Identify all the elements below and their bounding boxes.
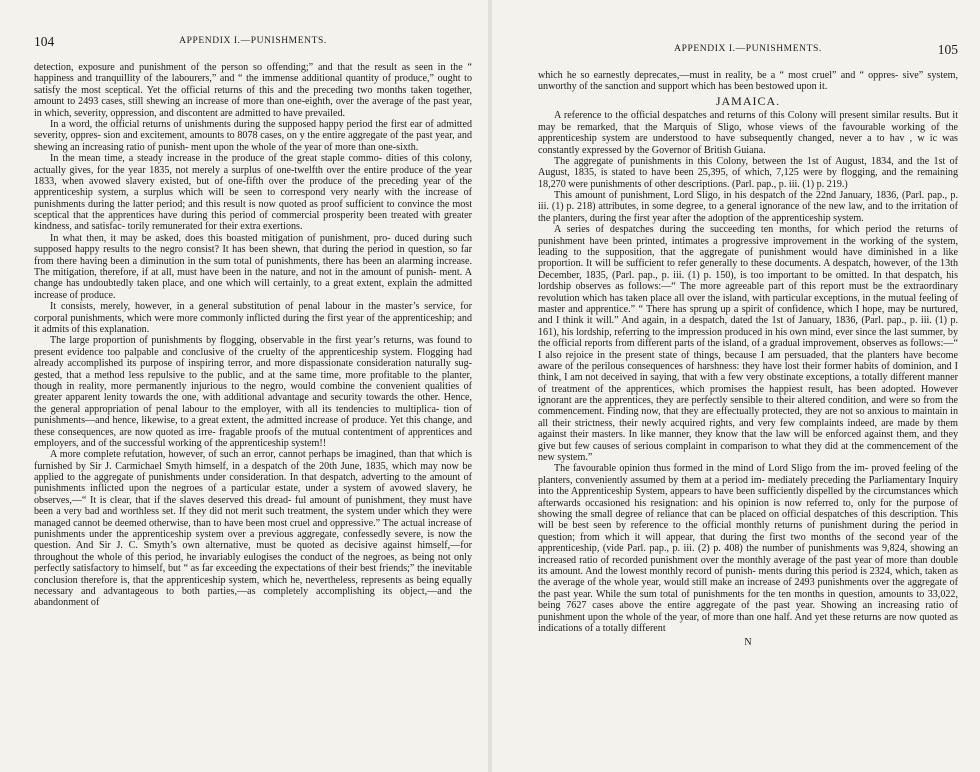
right-page-header — [538, 44, 958, 64]
right-running-head: APPENDIX I.—PUNISHMENTS. — [674, 44, 822, 54]
paragraph: The aggregate of punishments in this Colony, between the 1st of August, 1834, and the 1st of August, 1835, is stated to have been 25,395, of which, 7,125 were by flogging, and the remaining 18,270 were punishments of other descriptions. (Parl. pap., p. iii. (1) p. 219.) — [538, 155, 958, 190]
paragraph: detection, exposure and punishment of the person so offending;” and that the result as seen in the “ happiness and tranquillity of the labourers,” and “ the immense additional quantity of produce,” ought to satisfy the most sceptical. Yet the official returns of this and the preceding two months taken together, amount to 2493 cases, still shewing an increase of more than one-eighth, over the average of the past year, in which, severity, oppression, and discontent are admitted to have prevailed. — [34, 62, 472, 119]
paragraph: In a word, the official returns of unishments during the supposed happy period the first ear of admitted severity, oppres- sion and excitement, amounts to 8078 cases, on y the entire aggregate of the past year, and shewing an increasing ratio of punish- ment upon the whole of the year of more than one-sixth. — [34, 118, 472, 153]
paragraph: A more complete refutation, however, of such an error, cannot perhaps be imagined, than that which is furnished by Sir J. Carmichael Smyth himself, in a despatch of the 20th June, 1835, which may now be applied to the aggregate of punishments under consideration. In that despatch, adverting to the amount of punishments inflicted upon the negroes of a particular estate, under a system of avowed slavery, he observes,—“ It is clear, that if the slaves deserved this dread- ful amount of punishment, they must have been a very bad and worthless set. If they did not merit such treatment, the system under which they were managed cannot be deemed otherwise, than to have been most cruel and oppressive.” The actual increase of punishments under the apprenticeship system over a previous aggregate, confessedly severe, is now the question. And Sir J. C. Smyth’s own alternative, must be quoted as decisive against himself,—for throughout the whole of this period, he invariably eulogises the conduct of the negroes, as being not only perfectly satisfactory to himself, but “ as far exceeding the expectations of their best friends;” the inevitable conclusion therefore is, that the apprenticeship system, which he, nevertheless, represents as being equally necessary and advantageous to both parties,—as completely accomplishing its object,—and the abandonment of — [34, 449, 472, 609]
paragraph: The large proportion of punishments by flogging, observable in the first year’s returns, was found to present evidence too palpable and conclusive of the cruelty of the apprenticeship system. Flogging had already accomplished its purpose of inspiring terror, and more dispassionate consideration naturally sug- gested, that a method less repulsive to the public, and at the same time, more profitable to the planter, though in reality, more permanently injurious to the negro, would combine the convenient qualities of greater apparent lenity towards the one, with additional advantage and security towards the other. Hence, the general appropriation of penal labour to the employer, with all its tendencies to multiplica- tion of punishments—and hence, likewise, to a great extent, the admitted increase of produce. Yet this change, and these consequences, are now quoted as irre- fragable proofs of the mutual contentment of apprentices and employers, and of the successful working of the apprenticeship system!! — [34, 335, 472, 449]
section-heading-jamaica: JAMAICA. — [715, 93, 781, 108]
left-page-body — [34, 62, 472, 609]
right-page-body — [538, 70, 958, 649]
right-page — [490, 0, 980, 772]
right-page-number: 105 — [937, 42, 958, 57]
paragraph: It consists, merely, however, in a general substitution of penal labour in the master’s service, for corporal punishments, which were more commonly inflicted during the first year of the apprenticeship; and it admits of this explanation. — [34, 301, 472, 335]
paragraph: This amount of punishment, Lord Sligo, in his despatch of the 22nd January, 1836, (Parl. pap., p. iii. (1) p. 218) attributes, in some degree, to a general ignorance of the new law, and to the irritation of the planters, during the first year after the adoption of the apprenticeship system. — [538, 190, 958, 224]
paragraph: The favourable opinion thus formed in the mind of Lord Sligo from the im- proved feeling of the planters, conveniently assumed by them at a period im- mediately preceding the Parliamentary Inquiry into the Apprenticeship System, appears to have been sufficiently dispelled by the circumstances which afterwards occasioned his resignation: and his opinion is now referred to, only for the purpose of showing the small degree of reliance that can be placed on official despatches of this description. This will be best seen by reference to the official monthly returns of punishment during the period in question; from which it will appear, that during the first two months of the second year of the apprenticeship, (vide Parl. pap., p. iii. (2) p. 408) the number of punishments was 9,824, showing an increased ratio of recorded punishment over the monthly average of the past year of more than double its amount. And the lowest monthly record of punish- ments during this period is 2324, which, taken as the average of the whole year, would still make an increase of 2493 punishments over the aggregate of the past year. While the sum total of punishments for the ten months in question, amounts to 33,022, being 7627 cases above the entire aggregate of the past year. Showing an increasing ratio of punishment upon the whole of the year, of more than one half. And yet these returns are now quoted as indications of a totally different — [538, 463, 958, 634]
paragraph: In what then, it may be asked, does this boasted mitigation of punishment, pro- duced during such supposed happy results to the negro consist? It has been shewn, that during the period in question, so far from there having been a diminution in the sum total of punishments, there has been an alarming increase. The mitigation, therefore, if at all, must have been in the nature, and not in the amount of punish- ment. A change has undoubtedly taken place, and one which will certainly, to a great extent, explain the admitted increase of produce. — [34, 232, 472, 301]
paragraph: In the mean time, a steady increase in the produce of the great staple commo- dities of this colony, actually gives, for the year 1835, not merely a surplus of one-twelfth over the entire produce of the year 1833, when avowed slavery existed, but of one-fifth over the produce of the preceding year of the apprenticeship system, a surplus which will be seen to correspond very nearly with the increase of punishments during the latter period; and this result is now quoted as proof sufficient to convince the most sceptical that the apprentices have during this period of commercial prosperity been treated with greater kindness, and satisfac- torily remunerated for their extra exertions. — [34, 153, 472, 233]
left-page-header — [34, 36, 472, 56]
paragraph: which he so earnestly deprecates,—must in reality, be a “ most cruel” and “ oppres- sive” system, unworthy of the sanction and support which has been bestowed upon it. — [538, 70, 958, 93]
paragraph: A reference to the official despatches and returns of this Colony will present similar results. But it may be remarked, that the Marquis of Sligo, whose views of the favourable working of the apprenticeship system are understood to have subsequently changed, never a to hav , w ic was constantly expressed by the Governor of British Guiana. — [538, 110, 958, 156]
left-running-head: APPENDIX I.—PUNISHMENTS. — [179, 36, 327, 46]
paragraph: A series of despatches during the succeeding ten months, for which period the returns of punishment have been printed, intimates a progressive improvement in the working of the system, leading to the supposition, that the aggregate of punishment would have diminished in a like proportion. It will be sufficient to refer generally to these documents. A despatch, however, of the 13th December, 1835, (Parl. pap., p. iii. (1) p. 150), is too important to be omitted. In that despatch, his lordship observes as follows:—“ The more agreeable part of this report must be the extraordinary revolution which has taken place all over the island, with particular exceptions, in the mutual feeling of master and apprentice.” “ There has sprung up a spirit of confidence, which I hope, may be nurtured, and I think it will.” And again, in a despatch, dated the 1st of January, 1836, (Parl. pap., p. iii. (1) p. 161), his lordship, referring to the impression produced in his own mind, ever since the last summer, by the official reports from different parts of the island, of a gradual improvement, observes as follows:—“ I also rejoice in the present state of things, because I am persuaded, that the planters have become aware of the perilous consequences of harshness: they have lost their former habits of dominion, and I think, I am not deceived in saying, that with a few very obstinate exceptions, a totally different manner of treatment of the apprentices, which promises the happiest result, has been adopted. However ignorant are the apprentices, they are perfectly sensible to their altered condition, and were so from the commencement. Finding now, that they are effectually protected, they are not so anxious to maintain in all their strictness, their newly acquired rights, and very few complaints indeed, are made by them against their masters. In like manner, they know that the law will be enforced against them, and they give but few causes of serious complaint in comparison to what they did at the commencement of the new system.” — [538, 224, 958, 464]
signature-mark: N — [744, 637, 752, 649]
left-page-number: 104 — [34, 34, 55, 49]
